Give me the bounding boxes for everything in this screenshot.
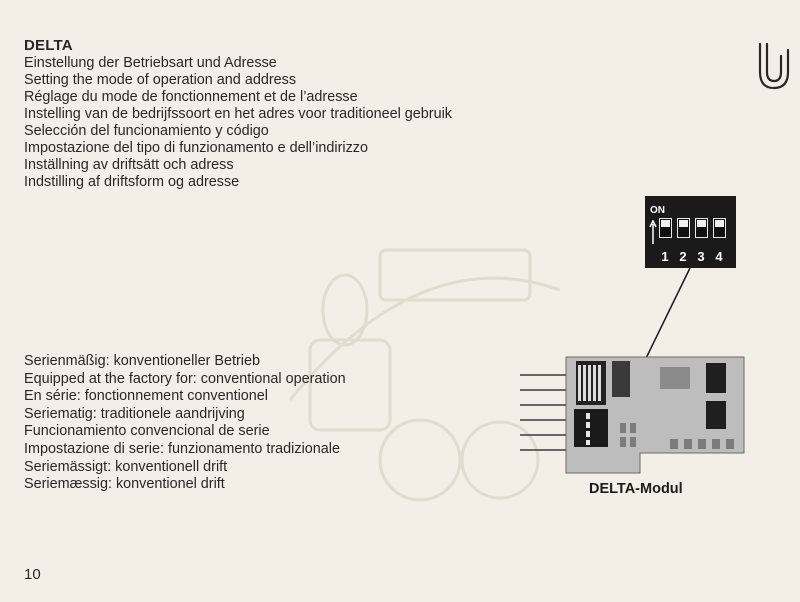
factory-da: Seriemæssig: konventionel drift <box>24 476 225 493</box>
factory-fr: En série: fonctionnement conventionel <box>24 388 268 405</box>
up-arrow-icon <box>649 220 657 244</box>
dip-switch-4 <box>713 218 726 238</box>
dip-number-1: 1 <box>661 249 669 264</box>
mode-address-headings <box>24 55 452 191</box>
factory-nl: Seriematig: traditionele aandrijving <box>24 405 245 422</box>
module-label: DELTA-Modul <box>589 481 683 497</box>
factory-de: Serienmäßig: konventioneller Betrieb <box>24 353 260 369</box>
dip-switch-2 <box>677 218 690 238</box>
heading-de: Einstellung der Betriebsart und Adresse <box>24 55 277 71</box>
page-title: DELTA <box>24 37 73 54</box>
heading-fr: Réglage du mode de fonctionnement et de l’adresse <box>24 89 358 105</box>
factory-setting-text <box>24 353 346 494</box>
factory-it: Impostazione di serie: funzionamento tradizionale <box>24 440 340 457</box>
dip-number-3: 3 <box>697 249 705 264</box>
dip-switch-3 <box>695 218 708 238</box>
factory-sv: Seriemässigt: konventionell drift <box>24 458 228 475</box>
factory-en: Equipped at the factory for: conventional operation <box>24 370 346 387</box>
dip-number-2: 2 <box>679 249 687 264</box>
heading-es: Selección del funcionamiento y código <box>24 123 269 139</box>
dip-switch-detail <box>645 196 736 268</box>
page-number: 10 <box>24 566 41 583</box>
heading-da: Indstilling af driftsform og adresse <box>24 174 240 190</box>
factory-es: Funcionamiento convencional de serie <box>24 423 270 440</box>
heading-en: Setting the mode of operation and address <box>24 72 297 88</box>
dip-switch-1 <box>659 218 672 238</box>
heading-nl: Instelling van de bedrijfssoort en het adres voor traditioneel gebruik <box>24 106 452 122</box>
delta-module-board <box>520 353 746 475</box>
heading-it: Impostazione del tipo di funzionamento e dell’indirizzo <box>24 140 368 156</box>
brand-logo-icon <box>755 42 791 92</box>
heading-sv: Inställning av driftsätt och adress <box>24 157 234 173</box>
dip-number-4: 4 <box>715 249 723 264</box>
dip-on-label: ON <box>650 205 665 216</box>
